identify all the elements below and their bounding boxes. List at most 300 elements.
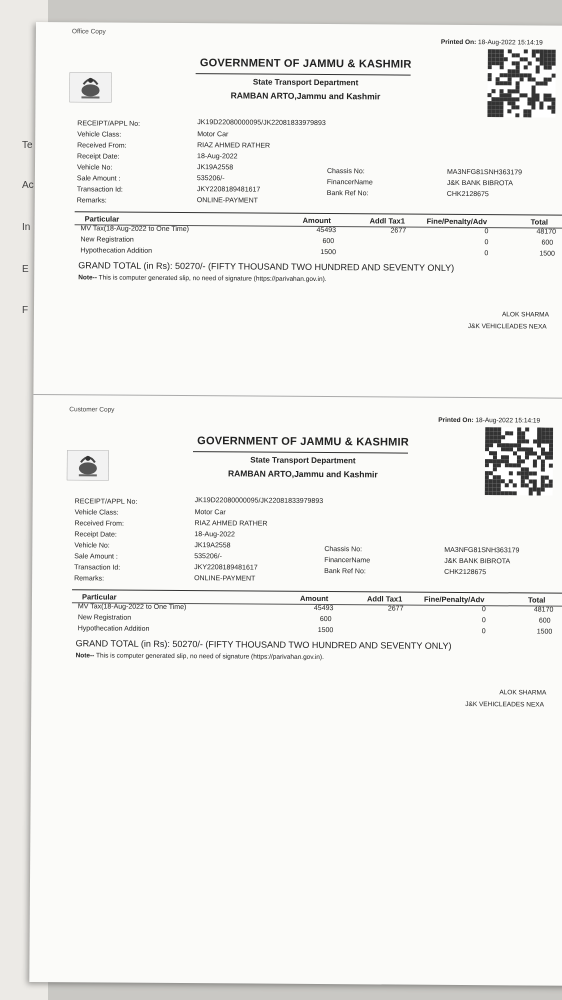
- qr-module: [533, 471, 537, 475]
- qr-module: [497, 443, 501, 447]
- qr-module: [491, 113, 495, 117]
- qr-module: [541, 476, 545, 480]
- qr-module: [496, 77, 500, 81]
- qr-module: [541, 464, 545, 468]
- transaction-id-value: JKY2208189481617: [194, 564, 258, 572]
- qr-module: [489, 471, 493, 475]
- col-header-addl-tax: Addl Tax1: [366, 594, 403, 604]
- qr-module: [536, 57, 540, 61]
- row-amount: 1500: [320, 248, 336, 257]
- qr-module: [488, 53, 492, 57]
- qr-module: [540, 62, 544, 66]
- qr-module: [549, 452, 553, 456]
- qr-module: [548, 62, 552, 66]
- qr-module: [503, 93, 507, 97]
- qr-module: [504, 57, 508, 61]
- qr-module: [548, 58, 552, 62]
- bank-ref-label: Bank Ref No:: [326, 190, 369, 198]
- underlying-letter: In: [22, 222, 31, 233]
- chassis-no-label: Chassis No:: [326, 168, 365, 176]
- qr-module: [537, 444, 541, 448]
- qr-module: [503, 97, 507, 101]
- qr-module: [521, 435, 525, 439]
- qr-module: [548, 66, 552, 70]
- qr-module: [516, 61, 520, 65]
- qr-module: [513, 463, 517, 467]
- receipt-copy: [36, 28, 562, 331]
- qr-module: [528, 73, 532, 77]
- qr-module: [489, 443, 493, 447]
- qr-module: [520, 77, 524, 81]
- qr-module: [533, 483, 537, 487]
- qr-module: [488, 65, 492, 69]
- qr-module: [547, 106, 551, 110]
- qr-module: [489, 483, 493, 487]
- qr-module: [541, 436, 545, 440]
- qr-module: [548, 50, 552, 54]
- qr-module: [536, 49, 540, 53]
- qr-module: [497, 427, 501, 431]
- qr-module: [499, 109, 503, 113]
- receipt-date-value: 18-Aug-2022: [194, 531, 235, 539]
- qr-module: [532, 77, 536, 81]
- qr-module: [519, 93, 523, 97]
- qr-module: [499, 93, 503, 97]
- qr-module: [492, 53, 496, 57]
- qr-module: [508, 81, 512, 85]
- row-total: 600: [538, 617, 551, 625]
- qr-module: [517, 435, 521, 439]
- qr-module: [544, 58, 548, 62]
- qr-module: [489, 491, 493, 495]
- qr-module: [525, 427, 529, 431]
- qr-module: [525, 451, 529, 455]
- qr-module: [543, 94, 547, 98]
- qr-module: [521, 447, 525, 451]
- grand-total: GRAND TOTAL (in Rs): 50270/- (FIFTY THOUSAND TWO HUNDRED AND SEVENTY ONLY): [75, 638, 452, 651]
- qr-module: [517, 439, 521, 443]
- receipt-no-value: JK19D22080000095/JK22081833979893: [197, 119, 326, 128]
- qr-module: [505, 443, 509, 447]
- qr-module: [493, 455, 497, 459]
- qr-module: [537, 488, 541, 492]
- qr-module: [539, 106, 543, 110]
- qr-module: [532, 85, 536, 89]
- qr-module: [549, 448, 553, 452]
- col-header-particular: Particular: [84, 214, 120, 224]
- qr-module: [507, 93, 511, 97]
- qr-module: [489, 431, 493, 435]
- qr-module: [527, 101, 531, 105]
- row-particular: New Registration: [77, 614, 132, 622]
- financer-name-label: FinancerName: [326, 179, 373, 187]
- qr-module: [517, 471, 521, 475]
- copy-separator: [33, 394, 562, 399]
- qr-module: [513, 443, 517, 447]
- qr-module: [552, 58, 556, 62]
- qr-module: [508, 69, 512, 73]
- qr-module: [520, 73, 524, 77]
- qr-module: [551, 98, 555, 102]
- title-underline: [193, 451, 408, 454]
- qr-module: [517, 455, 521, 459]
- qr-module: [497, 431, 501, 435]
- qr-module: [485, 479, 489, 483]
- remarks-value: ONLINE-PAYMENT: [196, 197, 258, 205]
- qr-module: [525, 467, 529, 471]
- qr-module: [521, 459, 525, 463]
- qr-module: [485, 459, 489, 463]
- qr-module: [493, 459, 497, 463]
- qr-module: [551, 110, 555, 114]
- qr-module: [545, 436, 549, 440]
- row-fine: 0: [481, 628, 486, 636]
- qr-module: [509, 431, 513, 435]
- received-from-label: Received From:: [74, 520, 124, 528]
- qr-module: [541, 440, 545, 444]
- qr-module: [505, 431, 509, 435]
- qr-module: [549, 432, 553, 436]
- qr-module: [493, 487, 497, 491]
- receipt-no-value: JK19D22080000095/JK22081833979893: [194, 497, 324, 506]
- qr-module: [549, 484, 553, 488]
- qr-module: [529, 447, 533, 451]
- qr-module: [515, 97, 519, 101]
- qr-module: [523, 113, 527, 117]
- financer-name-value: J&K BANK BIBROTA: [446, 179, 513, 188]
- qr-module: [509, 471, 513, 475]
- qr-module: [532, 49, 536, 53]
- qr-module: [541, 452, 545, 456]
- qr-module: [545, 476, 549, 480]
- qr-module: [488, 77, 492, 81]
- qr-module: [485, 463, 489, 467]
- qr-module: [541, 484, 545, 488]
- qr-module: [517, 447, 521, 451]
- qr-module: [516, 65, 520, 69]
- bank-ref-value: CHK2128675: [444, 568, 487, 577]
- qr-module: [488, 61, 492, 65]
- qr-module: [551, 106, 555, 110]
- qr-module: [508, 89, 512, 93]
- qr-module: [544, 62, 548, 66]
- qr-module: [537, 440, 541, 444]
- col-header-addl-tax: Addl Tax1: [369, 216, 405, 226]
- col-header-fine: Fine/Penalty/Adv: [426, 216, 488, 227]
- qr-module: [507, 109, 511, 113]
- qr-module: [540, 82, 544, 86]
- printed-on: Printed On: 18-Aug-2022 15:14:19: [438, 416, 541, 425]
- gov-title: GOVERNMENT OF JAMMU & KASHMIR: [197, 435, 409, 449]
- qr-module: [533, 487, 537, 491]
- qr-module: [487, 93, 491, 97]
- qr-module: [507, 97, 511, 101]
- qr-module: [497, 491, 501, 495]
- remarks-label: Remarks:: [76, 197, 107, 205]
- qr-module: [545, 440, 549, 444]
- office-name: RAMBAN ARTO,Jammu and Kashmir: [230, 90, 381, 102]
- qr-module: [508, 73, 512, 77]
- receipt-no-label: RECEIPT/APPL No:: [74, 498, 138, 506]
- receipt-date-label: Receipt Date:: [74, 531, 117, 539]
- qr-module: [533, 439, 537, 443]
- qr-module: [544, 78, 548, 82]
- qr-module: [512, 53, 516, 57]
- qr-module: [496, 53, 500, 57]
- qr-module: [485, 439, 489, 443]
- qr-module: [537, 432, 541, 436]
- qr-module: [493, 483, 497, 487]
- qr-module: [527, 109, 531, 113]
- qr-module: [545, 484, 549, 488]
- qr-module: [497, 435, 501, 439]
- qr-module: [493, 491, 497, 495]
- qr-module: [543, 98, 547, 102]
- row-total: 1500: [539, 250, 555, 258]
- row-fine: 0: [484, 239, 489, 247]
- qr-module: [536, 65, 540, 69]
- qr-module: [535, 97, 539, 101]
- qr-module: [520, 57, 524, 61]
- computer-generated-note: Note-- This is computer generated slip, no need of signature (https://parivahan.gov.in).: [75, 652, 324, 662]
- qr-module: [535, 93, 539, 97]
- qr-module: [501, 455, 505, 459]
- qr-module: [541, 468, 545, 472]
- qr-module: [505, 491, 509, 495]
- qr-module: [504, 81, 508, 85]
- qr-module: [509, 443, 513, 447]
- qr-module: [525, 483, 529, 487]
- qr-module: [493, 435, 497, 439]
- qr-module: [496, 57, 500, 61]
- qr-module: [499, 105, 503, 109]
- row-particular: New Registration: [80, 236, 134, 244]
- qr-module: [497, 475, 501, 479]
- financer-name-value: J&K BANK BIBROTA: [444, 557, 511, 566]
- qr-module: [524, 73, 528, 77]
- qr-module: [512, 61, 516, 65]
- qr-module: [528, 77, 532, 81]
- qr-module: [485, 471, 489, 475]
- sale-amount-value: 535206/-: [196, 175, 225, 183]
- qr-module: [527, 113, 531, 117]
- financer-name-label: FinancerName: [324, 557, 371, 565]
- sale-amount-value: 535206/-: [194, 553, 222, 561]
- qr-module: [500, 73, 504, 77]
- qr-module: [517, 459, 521, 463]
- vehicle-class-value: Motor Car: [194, 509, 226, 517]
- qr-module: [525, 455, 529, 459]
- receipt-date-label: Receipt Date:: [77, 153, 120, 161]
- qr-module: [547, 98, 551, 102]
- qr-module: [515, 105, 519, 109]
- qr-module: [497, 479, 501, 483]
- receipt-sheet: [29, 22, 562, 986]
- qr-module: [552, 74, 556, 78]
- qr-module: [517, 431, 521, 435]
- qr-module: [491, 105, 495, 109]
- qr-module: [511, 101, 515, 105]
- row-addl-tax: 2677: [387, 605, 404, 613]
- qr-module: [525, 471, 529, 475]
- qr-module: [492, 61, 496, 65]
- office-name: RAMBAN ARTO,Jammu and Kashmir: [227, 468, 378, 480]
- qr-module: [523, 93, 527, 97]
- qr-module: [521, 483, 525, 487]
- qr-module: [544, 54, 548, 58]
- sale-amount-label: Sale Amount :: [76, 175, 121, 183]
- qr-module: [533, 463, 537, 467]
- qr-module: [489, 479, 493, 483]
- qr-module: [541, 448, 545, 452]
- qr-module: [540, 54, 544, 58]
- qr-module: [485, 427, 489, 431]
- dealer-name: J&K VEHICLEADES NEXA: [467, 323, 547, 331]
- qr-module: [541, 480, 545, 484]
- qr-module: [552, 50, 556, 54]
- qr-module: [537, 428, 541, 432]
- qr-module: [497, 483, 501, 487]
- qr-module: [531, 101, 535, 105]
- qr-module: [549, 428, 553, 432]
- qr-module: [549, 464, 553, 468]
- receipt-no-label: RECEIPT/APPL No:: [77, 120, 141, 128]
- qr-module: [485, 435, 489, 439]
- qr-module: [489, 439, 493, 443]
- qr-module: [496, 61, 500, 65]
- row-amount: 600: [319, 615, 332, 624]
- qr-module: [509, 463, 513, 467]
- qr-module: [493, 475, 497, 479]
- qr-module: [485, 447, 489, 451]
- receipt-copy: [33, 406, 562, 709]
- qr-module: [493, 463, 497, 467]
- qr-module: [531, 93, 535, 97]
- vehicle-no-label: Vehicle No:: [76, 164, 113, 172]
- qr-module: [541, 428, 545, 432]
- qr-module: [500, 53, 504, 57]
- remarks-value: ONLINE-PAYMENT: [194, 575, 256, 583]
- transaction-id-label: Transaction Id:: [76, 186, 123, 194]
- row-amount: 45493: [313, 604, 334, 613]
- qr-module: [501, 443, 505, 447]
- department-name: State Transport Department: [252, 77, 359, 88]
- bank-ref-label: Bank Ref No:: [324, 568, 366, 576]
- qr-module: [524, 49, 528, 53]
- sale-amount-label: Sale Amount :: [74, 553, 118, 561]
- qr-module: [548, 78, 552, 82]
- qr-module: [500, 89, 504, 93]
- qr-module: [488, 73, 492, 77]
- qr-module: [489, 451, 493, 455]
- qr-module: [508, 49, 512, 53]
- qr-module: [489, 427, 493, 431]
- qr-module: [487, 105, 491, 109]
- qr-module: [533, 459, 537, 463]
- state-emblem-icon: [69, 72, 111, 102]
- qr-module: [549, 444, 553, 448]
- qr-module: [501, 479, 505, 483]
- qr-module: [485, 431, 489, 435]
- qr-module: [489, 487, 493, 491]
- row-particular: Hypothecation Addition: [77, 625, 150, 633]
- qr-module: [516, 81, 520, 85]
- qr-module: [529, 491, 533, 495]
- qr-module: [507, 101, 511, 105]
- qr-module: [516, 69, 520, 73]
- qr-module: [525, 475, 529, 479]
- col-header-total: Total: [530, 217, 549, 227]
- qr-module: [501, 435, 505, 439]
- qr-module: [495, 101, 499, 105]
- qr-module: [501, 447, 505, 451]
- qr-module: [521, 475, 525, 479]
- qr-module: [521, 439, 525, 443]
- vehicle-no-value: JK19A2558: [194, 542, 231, 550]
- row-particular: MV Tax(18-Aug-2022 to One Time): [77, 603, 187, 612]
- qr-module: [493, 427, 497, 431]
- qr-module: [513, 491, 517, 495]
- row-particular: Hypothecation Addition: [80, 247, 153, 255]
- qr-module: [529, 487, 533, 491]
- row-total: 48170: [536, 228, 557, 236]
- qr-module: [539, 102, 543, 106]
- qr-module: [492, 57, 496, 61]
- title-underline: [196, 73, 411, 76]
- qr-module: [499, 97, 503, 101]
- qr-module: [545, 432, 549, 436]
- underlying-letter: Te: [22, 140, 33, 151]
- qr-module: [525, 447, 529, 451]
- qr-module: [485, 475, 489, 479]
- qr-module: [549, 456, 553, 460]
- qr-module: [491, 109, 495, 113]
- qr-module: [500, 61, 504, 65]
- qr-module: [541, 432, 545, 436]
- qr-module: [485, 487, 489, 491]
- qr-module: [500, 49, 504, 53]
- qr-module: [547, 94, 551, 98]
- row-fine: 0: [484, 250, 489, 258]
- vehicle-class-value: Motor Car: [197, 131, 229, 139]
- qr-module: [493, 467, 497, 471]
- row-addl-tax: 2677: [390, 227, 407, 235]
- qr-module: [552, 62, 556, 66]
- qr-module: [521, 471, 525, 475]
- qr-module: [541, 488, 545, 492]
- underlying-letter: E: [22, 264, 29, 275]
- qr-module: [552, 54, 556, 58]
- qr-module: [501, 491, 505, 495]
- qr-module: [495, 105, 499, 109]
- qr-module: [505, 447, 509, 451]
- qr-module: [509, 447, 513, 451]
- qr-module: [495, 97, 499, 101]
- qr-code-icon: [485, 427, 553, 495]
- qr-module: [540, 58, 544, 62]
- qr-module: [496, 49, 500, 53]
- qr-module: [508, 77, 512, 81]
- transaction-id-value: JKY2208189481617: [196, 186, 261, 194]
- col-header-fine: Fine/Penalty/Adv: [423, 594, 485, 605]
- qr-module: [493, 439, 497, 443]
- qr-module: [497, 439, 501, 443]
- qr-module: [545, 456, 549, 460]
- qr-module: [537, 436, 541, 440]
- qr-module: [499, 113, 503, 117]
- row-total: 600: [541, 239, 554, 247]
- qr-module: [541, 460, 545, 464]
